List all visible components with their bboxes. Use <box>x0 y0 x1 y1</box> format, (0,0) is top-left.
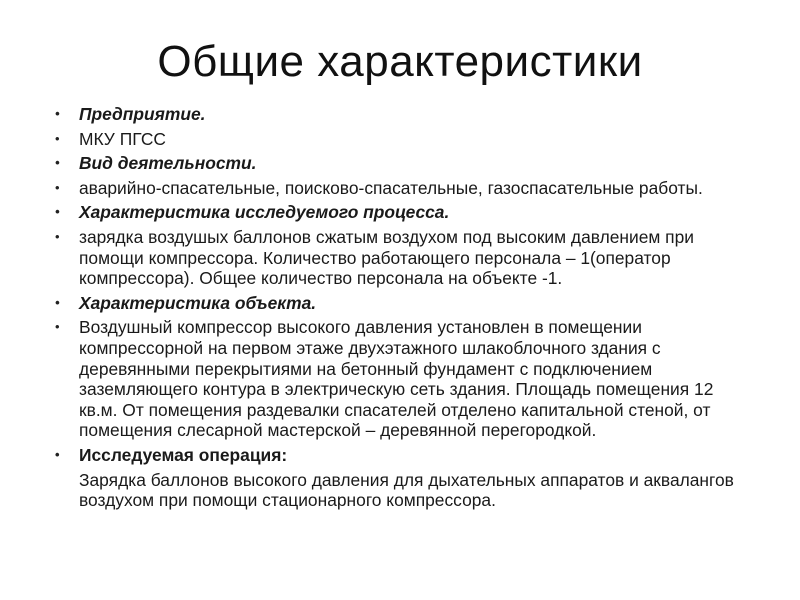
list-item <box>52 470 752 511</box>
bullet-icon: • <box>55 319 60 335</box>
heading-text: Вид деятельности. <box>79 153 257 174</box>
item-text: Зарядка баллонов высокого давления для дыхательных аппаратов и аквалангов воздухом при помощи стационарного компрессора. <box>79 469 734 511</box>
list-item <box>52 317 752 441</box>
list-item <box>52 227 752 289</box>
heading-text: Предприятие. <box>79 104 206 124</box>
list-item-heading <box>52 293 752 314</box>
list-item <box>52 178 752 199</box>
item-text: МКУ ПГСС <box>79 128 166 149</box>
bullet-icon: • <box>55 106 60 121</box>
item-text: зарядка воздушых баллонов сжатым воздухом под высоким давлением при помощи компрессора. Количество работающего персонала – 1(оператор компрессора). Общее количество персонала на объекте -1. <box>79 226 694 289</box>
heading-text: Характеристика исследуемого процесса. <box>79 202 450 223</box>
bullet-icon: • <box>55 179 60 195</box>
item-text: аварийно-спасательные, поисково-спасательные, газоспасательные работы. <box>79 177 703 198</box>
list-item-heading <box>52 202 752 223</box>
bullet-icon: • <box>55 228 60 244</box>
bullet-icon: • <box>55 130 60 146</box>
item-text: Воздушный компрессор высокого давления установлен в помещении компрессорной на первом этаже двухэтажного шлакоблочного здания с деревянными перекрытиями на бетонный фундамент с подключением заземляющего контура в электрическую сеть здания. Площадь помещения 12 кв.м. От помещения раздевалки спасателей отделено капитальной стеной, от помещения слесарной мастерской – деревянной перегородкой. <box>79 317 714 441</box>
bullet-icon: • <box>55 446 60 462</box>
list-item-heading <box>52 153 752 174</box>
bullet-icon: • <box>55 204 60 220</box>
heading-text: Исследуемая операция: <box>79 444 288 465</box>
slide-title: Общие характеристики <box>157 37 643 86</box>
list-item-heading <box>52 104 752 125</box>
list-item-heading <box>52 445 752 466</box>
bullet-icon: • <box>55 294 60 310</box>
heading-text: Характеристика объекта. <box>79 292 317 313</box>
list-item <box>52 129 752 150</box>
bullet-list <box>52 104 752 515</box>
bullet-icon: • <box>55 155 60 171</box>
